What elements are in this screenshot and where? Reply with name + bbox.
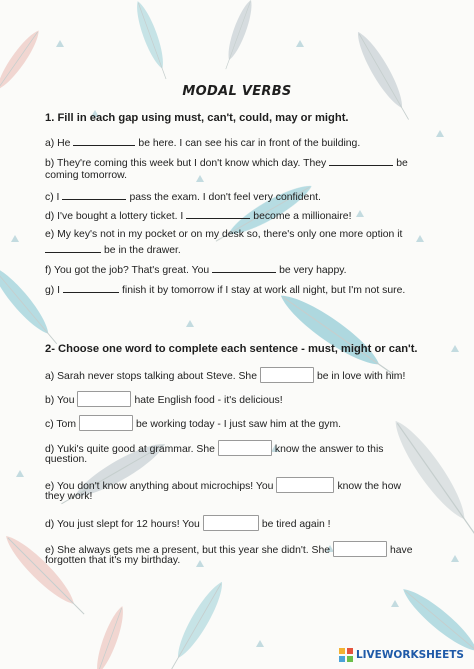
liveworksheets-icon: [339, 648, 353, 662]
gap-line: [186, 209, 250, 219]
question-2e: e) You don't know anything about microchips! You know the how: [45, 477, 401, 493]
question-2c: c) Tom be working today - I just saw him at the gym.: [45, 415, 341, 431]
question-2e-cont: they work!: [45, 491, 93, 502]
question-1c: c) I pass the exam. I don't feel very confident.: [45, 192, 321, 203]
part2-heading: 2- Choose one word to complete each sentence - must, might or can't.: [45, 343, 418, 355]
answer-box[interactable]: [203, 515, 259, 531]
answer-box[interactable]: [77, 391, 131, 407]
liveworksheets-brand: LIVEWORKSHEETS: [355, 649, 464, 661]
answer-box[interactable]: [333, 541, 387, 557]
gap-line: [73, 136, 135, 146]
question-2d: d) Yuki's quite good at grammar. She know the answer to this: [45, 440, 383, 456]
question-2g: e) She always gets me a present, but this year she didn't. She have: [45, 541, 413, 557]
question-2b: b) You hate English food - it's delicious!: [45, 391, 283, 407]
answer-box[interactable]: [79, 415, 133, 431]
question-1b-cont: coming tomorrow.: [45, 170, 127, 181]
answer-box[interactable]: [276, 477, 334, 493]
gap-line: [63, 283, 119, 293]
question-2a: a) Sarah never stops talking about Steve. She be in love with him!: [45, 367, 405, 383]
gap-line: [329, 156, 393, 166]
answer-box[interactable]: [218, 440, 272, 456]
question-2f: d) You just slept for 12 hours! You be tired again !: [45, 515, 331, 531]
gap-line: [45, 243, 101, 253]
question-1d: d) I've bought a lottery ticket. I become a millionaire!: [45, 211, 352, 222]
question-1e-cont: be in the drawer.: [45, 243, 181, 256]
gap-line: [212, 263, 276, 273]
question-1g: g) I finish it by tomorrow if I stay at work all night, but I'm not sure.: [45, 285, 406, 296]
question-1a: a) He be here. I can see his car in front of the building.: [45, 138, 361, 149]
worksheet-title: MODAL VERBS: [182, 84, 292, 99]
part1-heading: 1. Fill in each gap using must, can't, could, may or might.: [45, 112, 349, 124]
answer-box[interactable]: [260, 367, 314, 383]
question-1b: b) They're coming this week but I don't know which day. They be: [45, 158, 408, 169]
question-1f: f) You got the job? That's great. You be very happy.: [45, 265, 347, 276]
question-1e: e) My key's not in my pocket or on my desk so, there's only one more option it: [45, 229, 403, 240]
gap-line: [62, 190, 126, 200]
question-2g-cont: forgotten that it's my birthday.: [45, 555, 181, 566]
question-2d-cont: question.: [45, 454, 88, 465]
liveworksheets-logo[interactable]: [339, 647, 464, 663]
